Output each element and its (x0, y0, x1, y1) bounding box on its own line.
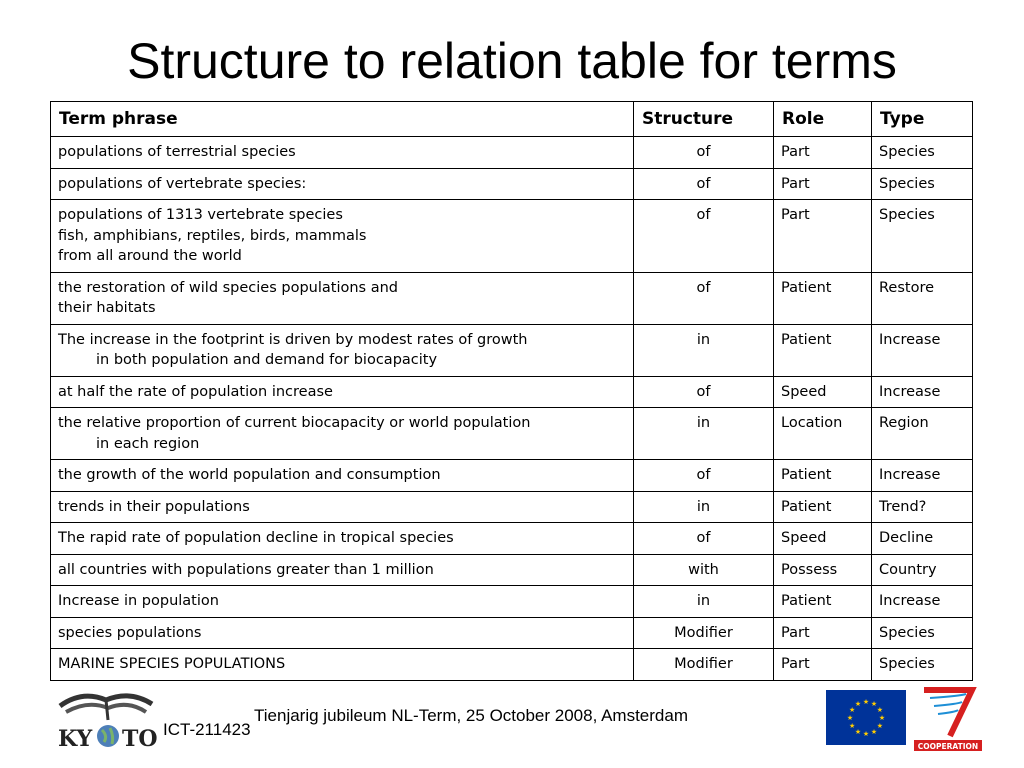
eu-star-icon: ★ (878, 714, 886, 722)
eu-star-icon: ★ (862, 730, 870, 738)
term-phrase-cell (51, 137, 634, 169)
term-phrase-cell (51, 649, 634, 681)
term-phrase-text: Increase in population (58, 593, 219, 609)
type-cell: Increase (872, 460, 973, 492)
table-row (51, 272, 973, 324)
term-phrase-text: trends in their populations (58, 498, 250, 515)
term-phrase-cell (51, 491, 634, 523)
term-phrase-text: The rapid rate of population decline in tropical species (58, 530, 454, 546)
type-cell: Species (872, 200, 973, 273)
eu-star-icon: ★ (870, 700, 878, 709)
kyoto-logo (52, 686, 160, 758)
svg-text:KY: KY (58, 726, 93, 752)
term-phrase-cell (51, 554, 634, 586)
footer-event-text: Tienjarig jubileum NL-Term, 25 October 2008, Amsterdam (254, 706, 688, 725)
header-term-phrase: Term phrase (51, 102, 634, 137)
eu-star-icon: ★ (870, 727, 878, 736)
type-cell: Increase (872, 324, 973, 376)
slide-title: Structure to relation table for terms (127, 33, 897, 89)
table-row (51, 200, 973, 273)
term-phrase-text: populations of terrestrial species (58, 144, 296, 160)
type-cell: Country (872, 554, 973, 586)
structure-cell: in (634, 324, 774, 376)
role-cell: Patient (774, 460, 872, 492)
table-row (51, 523, 973, 555)
fp7-cooperation-logo (910, 686, 986, 754)
header-role: Role (774, 102, 872, 137)
table-row (51, 168, 973, 200)
term-phrase-continuation: in both population and demand for biocapacity (96, 352, 438, 368)
eu-star-icon: ★ (849, 706, 856, 714)
eu-star-icon: ★ (876, 706, 883, 714)
structure-cell: in (634, 586, 774, 618)
term-phrase-text: species populations (58, 624, 202, 641)
structure-cell: of (634, 523, 774, 555)
structure-cell: Modifier (634, 649, 774, 681)
term-phrase-cell (51, 523, 634, 555)
type-cell: Increase (872, 376, 973, 408)
table-row (51, 376, 973, 408)
eu-star-icon: ★ (862, 698, 870, 706)
type-cell: Increase (872, 586, 973, 618)
type-cell: Species (872, 137, 973, 169)
eu-star-icon: ★ (854, 700, 862, 709)
role-cell: Possess (774, 554, 872, 586)
table-row (51, 491, 973, 523)
type-cell: Species (872, 649, 973, 681)
term-phrase-text: all countries with populations greater than 1 million (58, 561, 434, 578)
header-structure: Structure (634, 102, 774, 137)
project-id: ICT-211423 (163, 720, 251, 739)
term-phrase-cell (51, 586, 634, 618)
structure-cell: of (634, 460, 774, 492)
term-phrase-text: The increase in the footprint is driven by modest rates of growth (58, 331, 528, 348)
term-phrase-text: the relative proportion of current biocapacity or world population (58, 415, 531, 431)
term-phrase-cell (51, 324, 634, 376)
type-cell: Species (872, 168, 973, 200)
structure-cell: Modifier (634, 617, 774, 649)
table-row (51, 649, 973, 681)
table-row (51, 586, 973, 618)
role-cell: Patient (774, 586, 872, 618)
term-phrase-cell (51, 200, 634, 273)
role-cell: Patient (774, 324, 872, 376)
eu-star-icon: ★ (846, 714, 854, 722)
term-phrase-text: populations of 1313 vertebrate species fish, amphibians, reptiles, birds, mammals from all around the world (58, 207, 367, 264)
term-phrase-text: the growth of the world population and consumption (58, 467, 441, 483)
structure-cell: in (634, 491, 774, 523)
term-phrase-text: MARINE SPECIES POPULATIONS (58, 656, 286, 672)
term-phrase-continuation: in each region (96, 435, 200, 452)
term-phrase-text: the restoration of wild species populations and their habitats (58, 279, 398, 316)
structure-cell: of (634, 200, 774, 273)
svg-text:COOPERATION: COOPERATION (917, 742, 979, 751)
header-type: Type (872, 102, 973, 137)
table-row (51, 408, 973, 460)
eu-star-icon: ★ (854, 727, 862, 736)
role-cell: Speed (774, 376, 872, 408)
role-cell: Patient (774, 491, 872, 523)
structure-cell: of (634, 168, 774, 200)
table-row (51, 324, 973, 376)
table-row (51, 460, 973, 492)
term-phrase-text: populations of vertebrate species: (58, 175, 307, 192)
term-phrase-text: at half the rate of population increase (58, 383, 333, 400)
role-cell: Location (774, 408, 872, 460)
table-row (51, 617, 973, 649)
term-phrase-cell (51, 460, 634, 492)
role-cell: Speed (774, 523, 872, 555)
type-cell: Decline (872, 523, 973, 555)
eu-star-icon: ★ (849, 722, 856, 730)
structure-cell: with (634, 554, 774, 586)
eu-star-icon: ★ (876, 722, 883, 730)
type-cell: Restore (872, 272, 973, 324)
structure-cell: of (634, 376, 774, 408)
role-cell: Part (774, 168, 872, 200)
type-cell: Species (872, 617, 973, 649)
role-cell: Part (774, 617, 872, 649)
terms-table (50, 101, 973, 681)
role-cell: Patient (774, 272, 872, 324)
role-cell: Part (774, 200, 872, 273)
role-cell: Part (774, 649, 872, 681)
type-cell: Region (872, 408, 973, 460)
term-phrase-cell (51, 408, 634, 460)
structure-cell: of (634, 137, 774, 169)
term-phrase-cell (51, 168, 634, 200)
table-row (51, 137, 973, 169)
table-row (51, 554, 973, 586)
table-header-row (51, 102, 973, 137)
term-phrase-cell (51, 272, 634, 324)
svg-text:TO: TO (122, 726, 158, 752)
structure-cell: in (634, 408, 774, 460)
term-phrase-cell (51, 376, 634, 408)
term-phrase-cell (51, 617, 634, 649)
structure-cell: of (634, 272, 774, 324)
role-cell: Part (774, 137, 872, 169)
eu-flag-logo (826, 690, 906, 745)
type-cell: Trend? (872, 491, 973, 523)
